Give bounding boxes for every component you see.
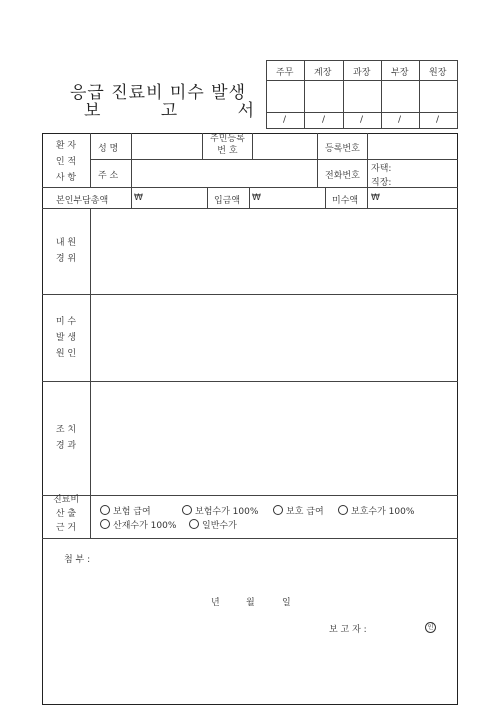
phone-label: 전화번호: [325, 171, 360, 181]
reg-no-label: 등록번호: [325, 144, 360, 154]
details-textarea[interactable]: [91, 209, 457, 294]
date-year-label: 년: [211, 598, 220, 608]
rrn-field[interactable]: [253, 134, 317, 159]
label-line: 환 자: [55, 141, 77, 151]
rrn-label: [210, 133, 245, 157]
option-label: 보험수가 100%: [195, 507, 259, 517]
unpaid-amount-label: 미수액: [332, 196, 359, 206]
label-line: 근 거: [55, 523, 77, 533]
name-label: 성 명: [98, 144, 119, 154]
approval-slash: /: [398, 115, 402, 125]
label-line: 경 과: [55, 441, 77, 451]
option-insurance-benefit[interactable]: [100, 504, 151, 517]
option-label: 보험 급여: [113, 507, 151, 517]
currency-symbol: ₩: [252, 193, 261, 203]
approval-slash: /: [322, 115, 326, 125]
approval-slash: /: [360, 115, 364, 125]
currency-symbol: ₩: [371, 193, 380, 203]
radio-icon: [273, 505, 283, 515]
label-line: 조 치: [55, 425, 77, 435]
approval-header-4: 부장: [391, 68, 409, 78]
title-char: 보: [84, 101, 101, 121]
label-line: 번 호: [217, 146, 238, 156]
attachment-label: 첨 부 :: [64, 555, 91, 565]
report-title-line2: [84, 96, 254, 121]
approval-header-3: 과장: [353, 68, 371, 78]
address-field[interactable]: [132, 160, 317, 187]
home-phone-label: 자택:: [371, 164, 392, 174]
self-pay-total-label: 본인부담총액: [56, 196, 109, 206]
label-line: 미 수: [55, 317, 77, 327]
report-form: [42, 133, 458, 705]
option-industrial-accident-fee-100[interactable]: [100, 518, 176, 531]
label-line: 인 적: [55, 157, 77, 167]
radio-icon: [100, 505, 110, 515]
date-day-label: 일: [282, 598, 291, 608]
approval-box: [266, 60, 458, 128]
label-line: 내 원: [55, 238, 77, 248]
option-label: 일반수가: [202, 521, 237, 531]
label-line: 주민등록: [210, 134, 245, 144]
date-month-label: 월: [246, 598, 255, 608]
label-line: 진료비: [52, 495, 80, 505]
cause-textarea[interactable]: [91, 295, 457, 381]
option-protection-fee-100[interactable]: [338, 504, 414, 517]
label-line: 산 출: [55, 509, 77, 519]
reporter-label: 보 고 자 :: [329, 625, 367, 635]
patient-section-label: [48, 138, 84, 186]
details-section-label: [48, 235, 84, 267]
label-line: 경 위: [55, 254, 77, 264]
title-char: 서: [237, 101, 254, 121]
radio-icon: [189, 519, 199, 529]
option-protection-benefit[interactable]: [273, 504, 324, 517]
basis-section-label: [46, 493, 86, 535]
approval-slash: /: [283, 115, 287, 125]
action-section-label: [48, 422, 84, 454]
option-label: 산재수가 100%: [113, 521, 177, 531]
radio-icon: [182, 505, 192, 515]
option-general-fee[interactable]: [189, 518, 237, 531]
action-textarea[interactable]: [91, 382, 457, 495]
approval-header-2: 계장: [314, 68, 332, 78]
radio-icon: [338, 505, 348, 515]
option-insurance-fee-100[interactable]: [182, 504, 258, 517]
label-line: 발 생: [55, 333, 77, 343]
currency-symbol: ₩: [134, 193, 143, 203]
work-phone-label: 직장:: [371, 178, 392, 188]
label-line: 사 항: [55, 173, 77, 183]
cause-section-label: [48, 314, 84, 362]
name-field[interactable]: [132, 134, 202, 159]
approval-header-5: 원장: [429, 68, 447, 78]
address-label: 주 소: [98, 171, 119, 181]
reg-no-field[interactable]: [368, 134, 456, 159]
option-label: 보호수가 100%: [351, 507, 415, 517]
option-label: 보호 급여: [286, 507, 324, 517]
approval-header-1: 주무: [276, 68, 294, 78]
radio-icon: [100, 519, 110, 529]
seal-icon: 인: [425, 622, 436, 633]
report-title: 응급 진료비 미수 발생: [70, 83, 247, 103]
approval-slash: /: [436, 115, 440, 125]
paid-amount-label: 입금액: [214, 196, 241, 206]
title-char: 고: [160, 101, 178, 121]
label-line: 원 인: [55, 349, 77, 359]
